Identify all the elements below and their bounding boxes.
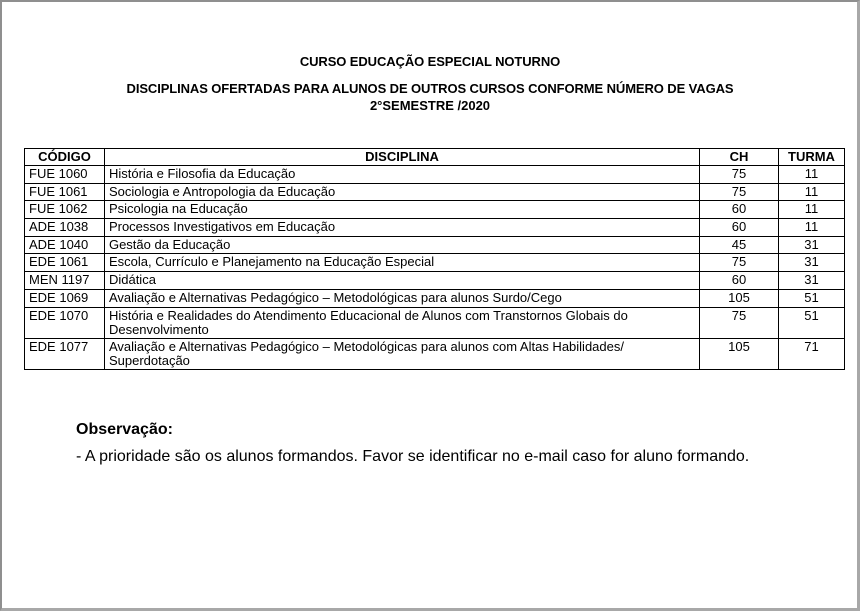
cell-ch: 60 xyxy=(700,272,779,290)
cell-ch: 105 xyxy=(700,338,779,369)
table-row xyxy=(25,289,845,307)
cell-code: ADE 1038 xyxy=(25,219,105,237)
cell-turma: 11 xyxy=(778,183,844,201)
header-discipline: DISCIPLINA xyxy=(104,149,699,166)
cell-turma: 71 xyxy=(778,338,844,369)
cell-turma: 11 xyxy=(778,219,844,237)
table-row xyxy=(25,307,845,338)
cell-discipline: Processos Investigativos em Educação xyxy=(104,219,699,237)
cell-discipline: Escola, Currículo e Planejamento na Educação Especial xyxy=(104,254,699,272)
header-code: CÓDIGO xyxy=(25,149,105,166)
cell-discipline: Gestão da Educação xyxy=(104,236,699,254)
cell-discipline: Sociologia e Antropologia da Educação xyxy=(104,183,699,201)
cell-discipline: História e Realidades do Atendimento Educacional de Alunos com Transtornos Globais do Desenvolvimento xyxy=(104,307,699,338)
table-row xyxy=(25,338,845,369)
table-header-row xyxy=(25,149,845,166)
cell-ch: 75 xyxy=(700,307,779,338)
cell-ch: 75 xyxy=(700,183,779,201)
cell-ch: 60 xyxy=(700,201,779,219)
table-row xyxy=(25,236,845,254)
observation-title: Observação: xyxy=(76,421,173,438)
cell-code: FUE 1062 xyxy=(25,201,105,219)
cell-code: EDE 1061 xyxy=(25,254,105,272)
course-title: CURSO EDUCAÇÃO ESPECIAL NOTURNO xyxy=(299,54,561,69)
header-turma: TURMA xyxy=(778,149,844,166)
table-row xyxy=(25,166,845,184)
cell-ch: 75 xyxy=(700,166,779,184)
cell-code: MEN 1197 xyxy=(25,272,105,290)
header-ch: CH xyxy=(700,149,779,166)
document-subtitle: DISCIPLINAS OFERTADAS PARA ALUNOS DE OUTROS CURSOS CONFORME NÚMERO DE VAGAS xyxy=(126,81,734,96)
cell-turma: 31 xyxy=(778,254,844,272)
table-row xyxy=(25,183,845,201)
table-row xyxy=(25,201,845,219)
cell-code: EDE 1077 xyxy=(25,338,105,369)
cell-discipline: Avaliação e Alternativas Pedagógico – Metodológicas para alunos Surdo/Cego xyxy=(104,289,699,307)
cell-code: FUE 1060 xyxy=(25,166,105,184)
cell-discipline: Psicologia na Educação xyxy=(104,201,699,219)
cell-ch: 105 xyxy=(700,289,779,307)
cell-turma: 11 xyxy=(778,166,844,184)
cell-discipline: Didática xyxy=(104,272,699,290)
cell-turma: 51 xyxy=(778,307,844,338)
cell-turma: 31 xyxy=(778,272,844,290)
cell-ch: 75 xyxy=(700,254,779,272)
observation-text: - A prioridade são os alunos formandos. Favor se identificar no e-mail caso for aluno formando. xyxy=(76,448,750,465)
cell-turma: 11 xyxy=(778,201,844,219)
cell-ch: 45 xyxy=(700,236,779,254)
cell-turma: 51 xyxy=(778,289,844,307)
cell-discipline: Avaliação e Alternativas Pedagógico – Metodológicas para alunos com Altas Habilidades/ Superdotação xyxy=(104,338,699,369)
table-row xyxy=(25,219,845,237)
semester-label: 2°SEMESTRE /2020 xyxy=(369,98,491,113)
table-row xyxy=(25,254,845,272)
cell-turma: 31 xyxy=(778,236,844,254)
cell-code: FUE 1061 xyxy=(25,183,105,201)
cell-code: EDE 1069 xyxy=(25,289,105,307)
cell-code: EDE 1070 xyxy=(25,307,105,338)
cell-discipline: História e Filosofia da Educação xyxy=(104,166,699,184)
cell-code: ADE 1040 xyxy=(25,236,105,254)
cell-ch: 60 xyxy=(700,219,779,237)
table-row xyxy=(25,272,845,290)
disciplines-table xyxy=(24,148,845,370)
